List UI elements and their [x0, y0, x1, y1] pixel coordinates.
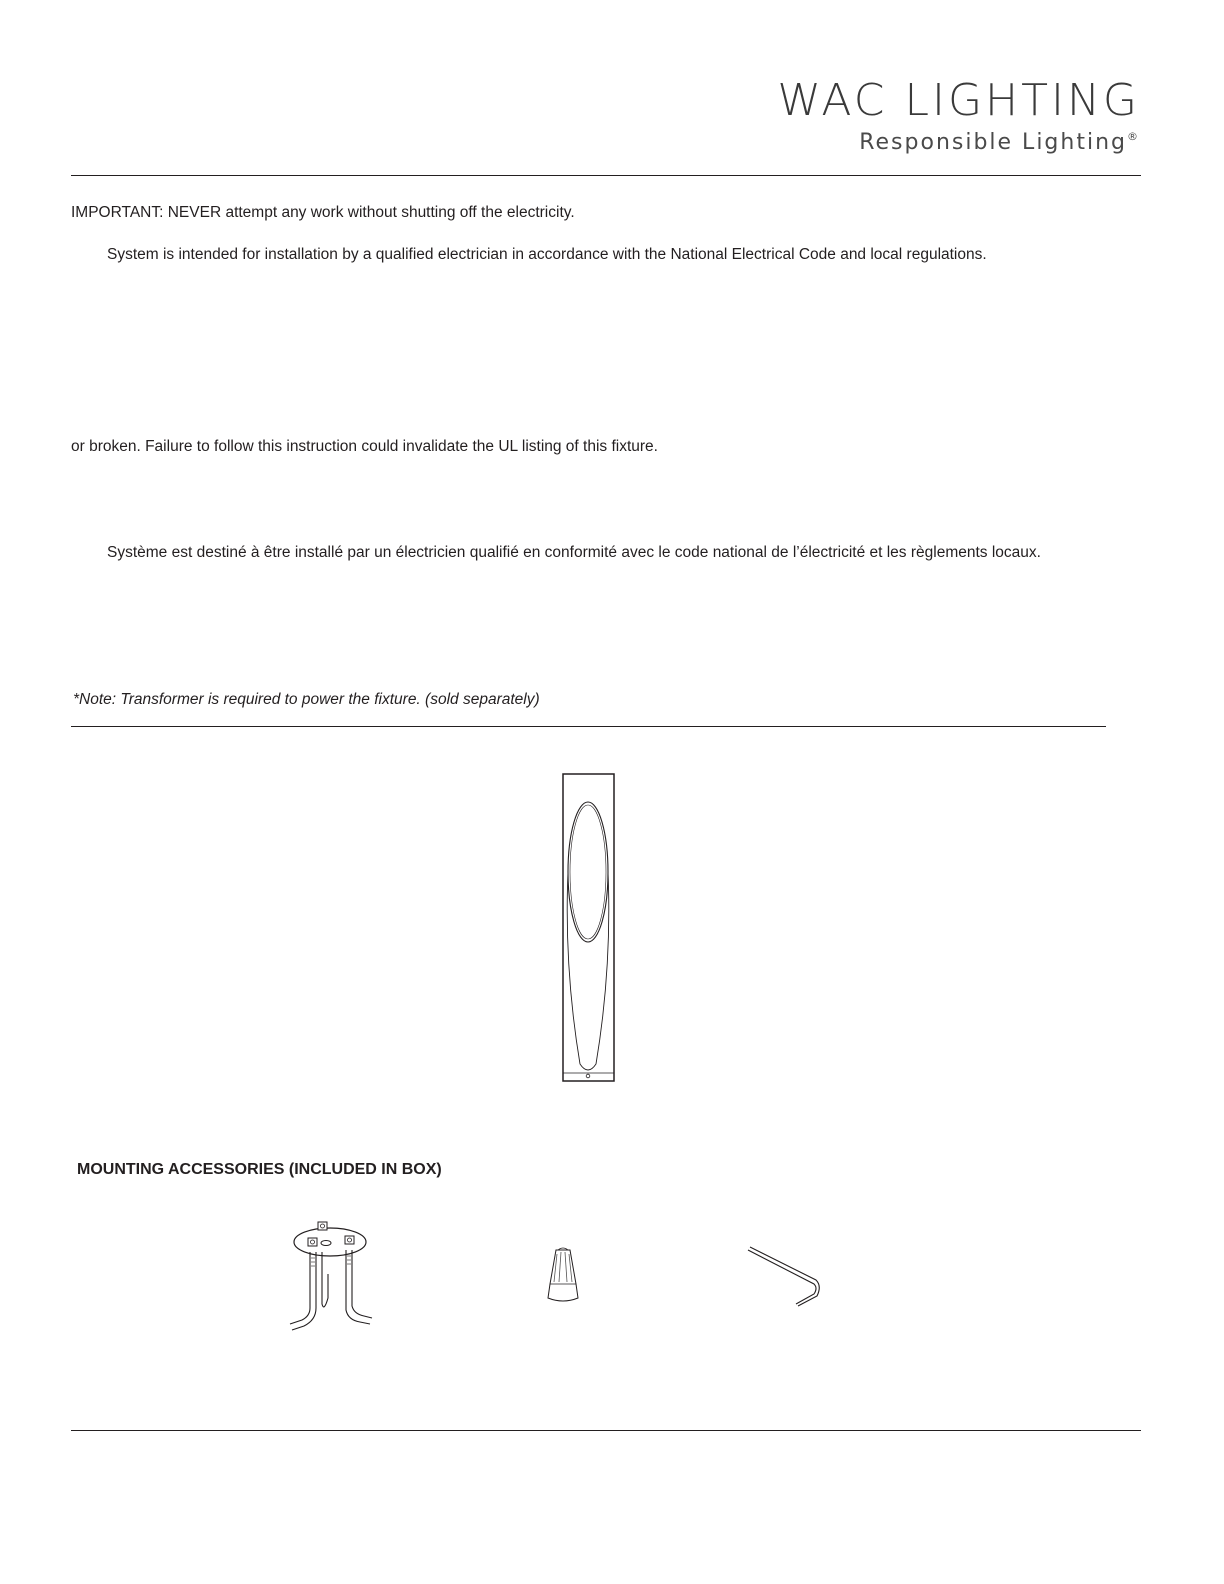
brand-name: WAC LIGHTING: [777, 75, 1140, 126]
transformer-note: *Note: Transformer is required to power the fixture. (sold separately): [73, 691, 540, 708]
hex-key-icon: [744, 1244, 824, 1308]
accessories-heading: MOUNTING ACCESSORIES (INCLUDED IN BOX): [77, 1161, 442, 1178]
mounting-plate-icon: [280, 1212, 380, 1340]
brand-tagline-text: Responsible Lighting: [859, 130, 1127, 155]
header-divider: [71, 175, 1141, 176]
section-divider: [71, 726, 1106, 727]
installation-notice-fr: Système est destiné à être installé par un électricien qualifié en conformité avec le code national de l’électricité et les règlements locaux.: [107, 544, 1041, 561]
footer-divider: [71, 1430, 1141, 1431]
installation-notice-en: System is intended for installation by a qualified electrician in accordance with the National Electrical Code and local regulations.: [107, 246, 987, 263]
registered-mark: ®: [1127, 130, 1140, 143]
brand-tagline: [777, 130, 1140, 155]
wire-nut-icon: [540, 1244, 586, 1308]
bollard-fixture-illustration: [556, 768, 622, 1090]
important-warning: IMPORTANT: NEVER attempt any work without shutting off the electricity.: [71, 204, 575, 221]
brand-logo: [777, 76, 1140, 155]
ul-listing-warning: or broken. Failure to follow this instruction could invalidate the UL listing of this fixture.: [71, 438, 658, 455]
